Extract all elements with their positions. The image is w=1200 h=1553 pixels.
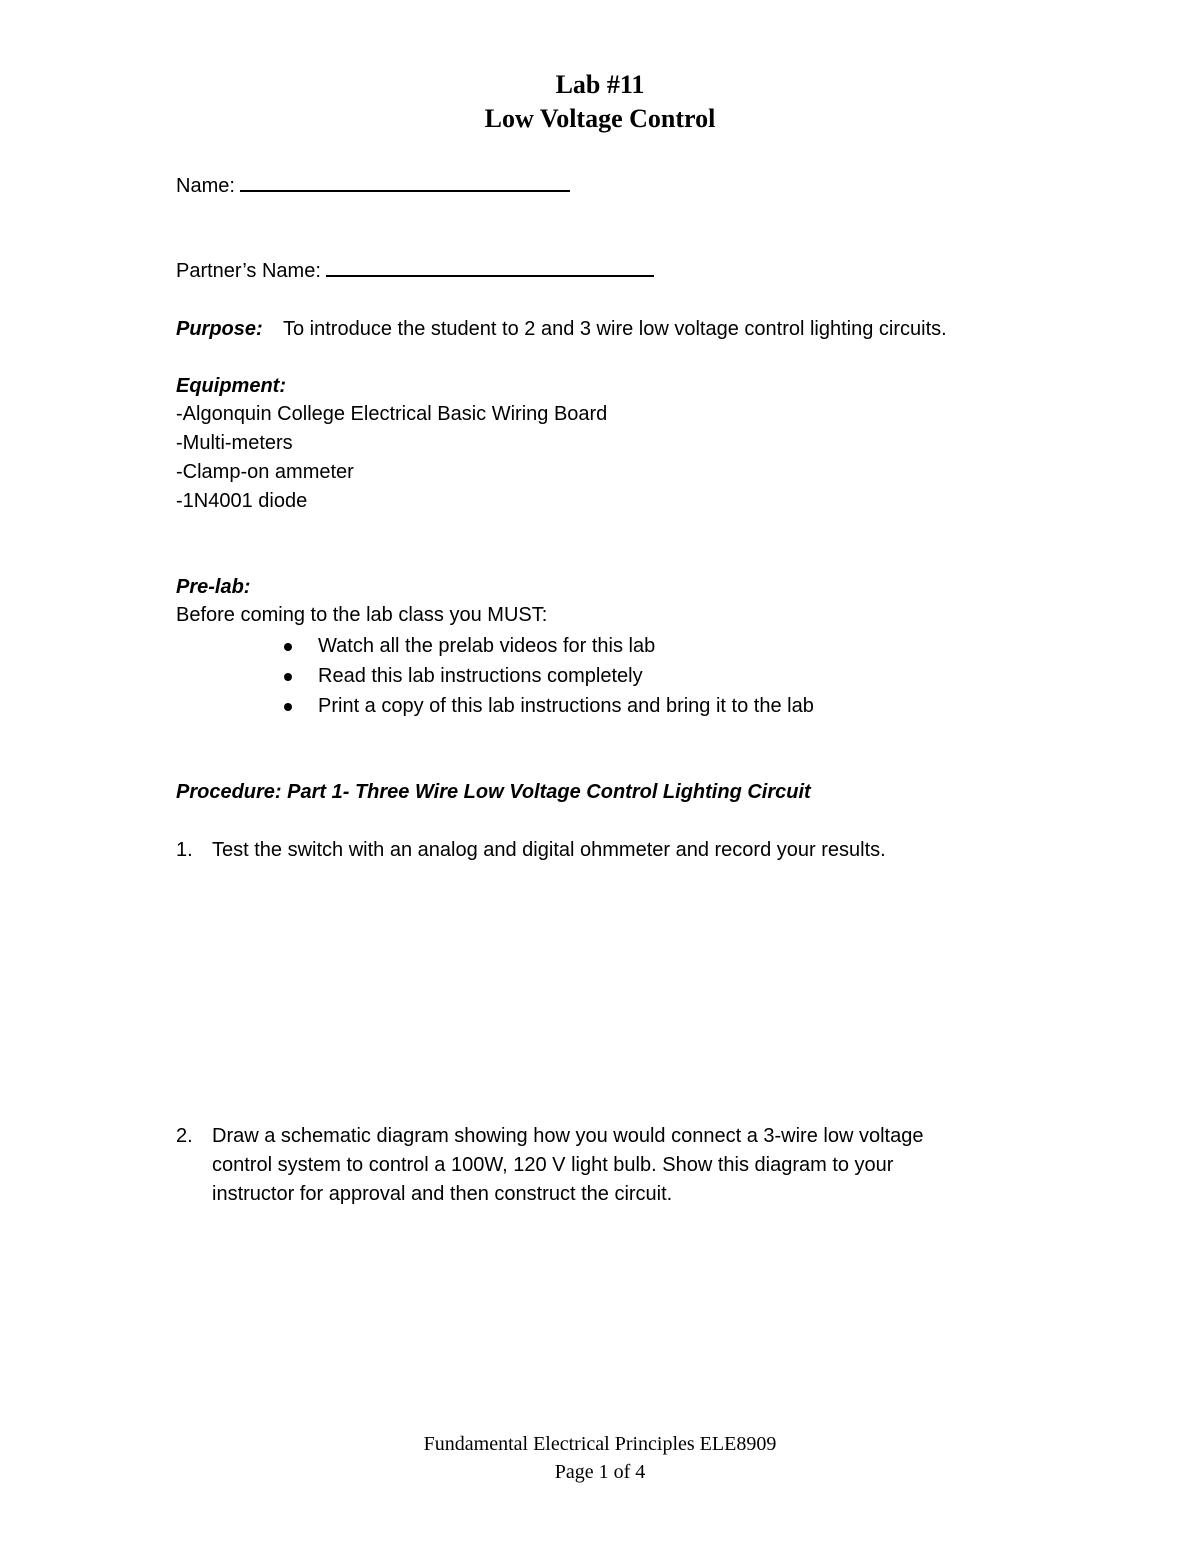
- equipment-label: Equipment:: [176, 375, 286, 397]
- prelab-bullet-item: Print a copy of this lab instructions and bring it to the lab: [318, 695, 814, 717]
- purpose-text: To introduce the student to 2 and 3 wire low voltage control lighting circuits.: [283, 318, 947, 340]
- partner-name-label: Partner’s Name:: [176, 260, 321, 282]
- lab-title: Lab #11: [555, 70, 645, 99]
- prelab-bullet-item: Watch all the prelab videos for this lab: [318, 635, 656, 657]
- footer-page-number: Page 1 of 4: [554, 1461, 646, 1483]
- name-field: [176, 172, 570, 199]
- equipment-item: -1N4001 diode: [176, 490, 308, 512]
- name-blank-line[interactable]: [240, 172, 570, 192]
- bullet-icon: [284, 703, 292, 711]
- footer-course: Fundamental Electrical Principles ELE8909: [423, 1433, 777, 1455]
- prelab-intro: Before coming to the lab class you MUST:: [176, 604, 548, 626]
- step-text: control system to control a 100W, 120 V light bulb. Show this diagram to your: [212, 1154, 894, 1176]
- equipment-item: -Clamp-on ammeter: [176, 461, 354, 483]
- prelab-label: Pre-lab:: [176, 576, 251, 598]
- lab-subtitle: Low Voltage Control: [484, 104, 716, 133]
- step-text: Draw a schematic diagram showing how you would connect a 3-wire low voltage: [212, 1125, 924, 1147]
- purpose-label: Purpose:: [176, 318, 263, 340]
- step-number: 1.: [176, 839, 193, 861]
- procedure-heading: Procedure: Part 1- Three Wire Low Voltage Control Lighting Circuit: [176, 781, 811, 803]
- step-text: Test the switch with an analog and digital ohmmeter and record your results.: [212, 839, 886, 861]
- partner-name-blank-line[interactable]: [326, 257, 654, 277]
- partner-name-field: [176, 257, 654, 284]
- equipment-item: -Algonquin College Electrical Basic Wiring Board: [176, 403, 608, 425]
- step-text: instructor for approval and then construct the circuit.: [212, 1183, 673, 1205]
- bullet-icon: [284, 643, 292, 651]
- prelab-bullet-item: Read this lab instructions completely: [318, 665, 643, 687]
- bullet-icon: [284, 673, 292, 681]
- name-label: Name:: [176, 175, 235, 197]
- equipment-item: -Multi-meters: [176, 432, 293, 454]
- step-number: 2.: [176, 1125, 193, 1147]
